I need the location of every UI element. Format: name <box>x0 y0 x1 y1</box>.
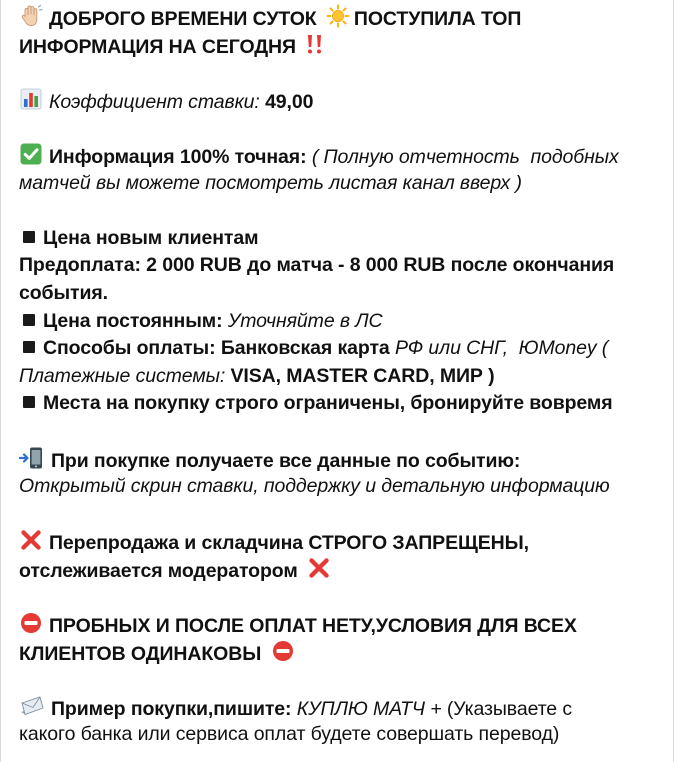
info-note-part-2: матчей вы можете посмотреть листая канал вверх ) <box>19 171 522 194</box>
payment-methods-label: Способы оплаты: Банковская карта <box>43 337 390 360</box>
prepay-line-1 <box>19 252 669 280</box>
channel-message <box>19 4 669 749</box>
greeting-text-part-b: ПОСТУПИЛА ТОП <box>353 8 522 30</box>
greeting-text-line-2: ИНФОРМАЦИЯ НА СЕГОДНЯ <box>19 35 296 58</box>
payment-systems-label: Платежные системы: <box>19 364 226 387</box>
info-line-1 <box>19 142 669 170</box>
prepay-line-2 <box>19 280 669 308</box>
example-label: Пример покупки,пишите: <box>51 697 292 720</box>
payment-systems-list: VISA, MASTER CARD, МИР ) <box>230 364 495 387</box>
example-line-1 <box>19 694 669 722</box>
price-new-line <box>19 225 669 253</box>
cross-mark-icon <box>307 556 331 589</box>
limited-line <box>19 390 669 418</box>
coefficient-label: Коэффициент ставки: <box>49 90 260 113</box>
black-square-icon <box>23 231 35 243</box>
trial-text-2: КЛИЕНТОВ ОДИНАКОВЫ <box>19 642 262 665</box>
price-new-title: Цена новым клиентам <box>43 226 259 249</box>
price-regular-label: Цена постоянным: <box>43 309 223 332</box>
prepay-text-2: события. <box>19 281 108 304</box>
purchase-details: Открытый скрин ставки, поддержку и детальную информацию <box>19 475 610 498</box>
trial-text-1: ПРОБНЫХ И ПОСЛЕ ОПЛАТ НЕТУ,УСЛОВИЯ ДЛЯ ВСЕХ <box>49 615 577 638</box>
trial-line-1 <box>19 611 669 639</box>
double-exclamation-icon <box>305 32 325 65</box>
example-line-2 <box>19 721 669 749</box>
resale-text-2: отслеживается модератором <box>19 559 298 582</box>
no-entry-icon <box>271 639 295 672</box>
info-accuracy-label: Информация 100% точная: <box>49 145 307 168</box>
trial-line-2 <box>19 639 669 667</box>
black-square-icon <box>23 314 35 326</box>
coefficient-line <box>19 87 669 115</box>
greeting-line-1 <box>19 4 669 32</box>
info-line-2 <box>19 170 669 198</box>
black-square-icon <box>23 396 35 408</box>
limited-text: Места на покупку строго ограничены, бронируйте вовремя <box>43 392 613 415</box>
black-square-icon <box>23 341 35 353</box>
bar-chart-icon <box>19 87 43 120</box>
info-note-part-1: ( Полную отчетность подобных <box>311 145 619 168</box>
example-command: КУПЛЮ МАТЧ + <box>296 697 442 720</box>
price-regular-note: Уточняйте в ЛС <box>227 309 383 332</box>
payment-line-2 <box>19 363 669 391</box>
greeting-text-part-a: ДОБРОГО ВРЕМЕНИ СУТОК <box>49 8 317 30</box>
payment-line-1 <box>19 335 669 363</box>
resale-line-1 <box>19 528 669 556</box>
resale-text-1: Перепродажа и складчина СТРОГО ЗАПРЕЩЕНЫ, <box>49 532 529 555</box>
purchase-title: При покупке получаете все данные по событию: <box>51 449 521 472</box>
resale-line-2 <box>19 556 669 584</box>
coefficient-value: 49,00 <box>265 90 314 113</box>
payment-methods-note: РФ или СНГ, ЮMoney ( <box>395 337 609 360</box>
purchase-line-1 <box>19 446 669 474</box>
example-note-1: (Указываете с <box>441 697 573 720</box>
prepay-text-1: Предоплата: 2 000 RUB до матча - 8 000 RUB после окончания <box>19 254 615 277</box>
purchase-line-2 <box>19 473 669 501</box>
example-note-2: какого банка или сервиса оплат будете совершать перевод) <box>19 723 560 746</box>
price-regular-line <box>19 308 669 336</box>
